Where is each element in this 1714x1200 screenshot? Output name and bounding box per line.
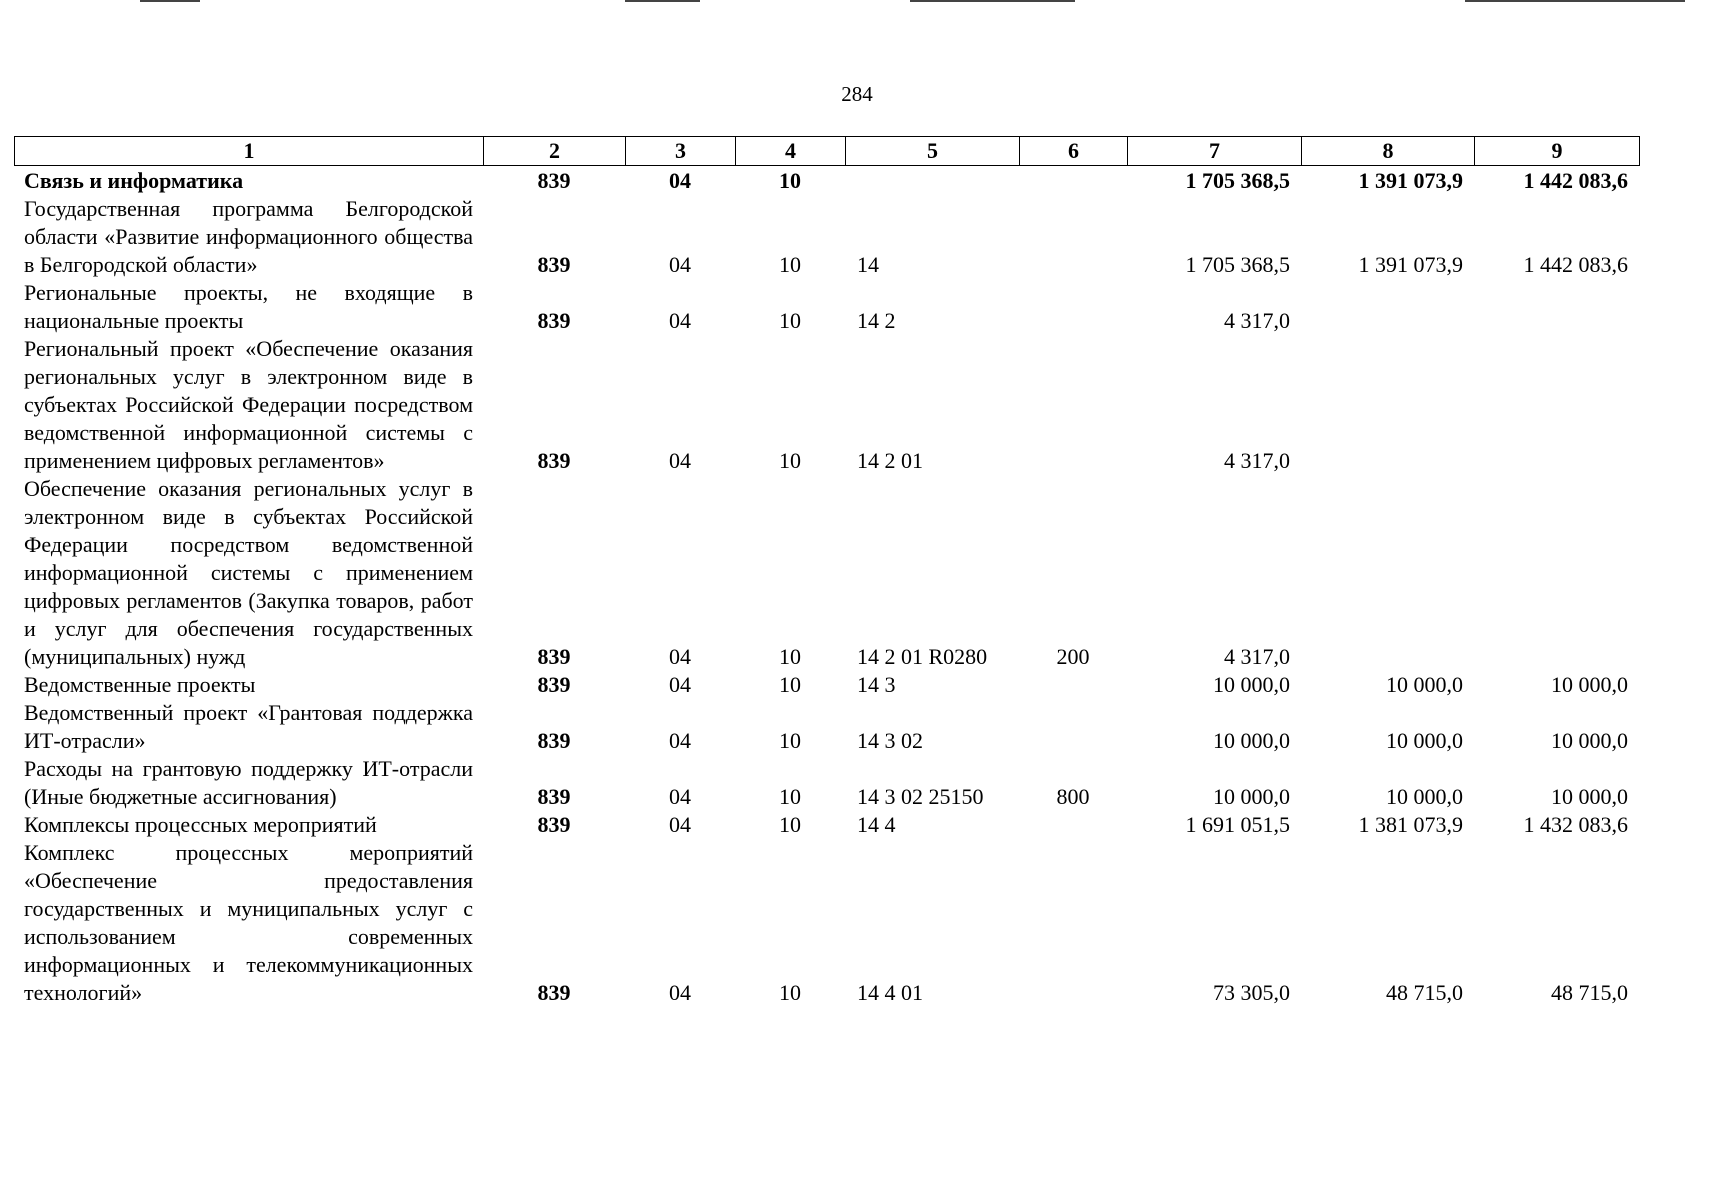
row-name: Ведомственный проект «Грантовая поддержка ИТ-отрасли» bbox=[24, 700, 473, 753]
scan-edge-mark bbox=[625, 0, 700, 2]
section-code: 04 bbox=[669, 252, 691, 277]
ministry-code: 839 bbox=[537, 252, 571, 277]
target-article-code: 14 2 bbox=[857, 308, 896, 333]
amount-col-8: 1 381 073,9 bbox=[1358, 812, 1463, 837]
ministry-code: 839 bbox=[537, 784, 571, 809]
amount-col-9 bbox=[1474, 279, 1639, 335]
section-code: 04 bbox=[669, 812, 691, 837]
subsection-code: 10 bbox=[779, 784, 801, 809]
expense-type-code bbox=[1019, 811, 1127, 839]
ministry-code: 839 bbox=[537, 672, 571, 697]
ministry-code: 839 bbox=[537, 980, 571, 1005]
row-name: Комплекс процессных мероприятий «Обеспечение предоставления государственных и муниципальных услуг с использованием современных информационных и телекоммуникационных технологий» bbox=[24, 840, 473, 1005]
budget-table bbox=[14, 167, 1639, 1007]
page-number: 284 bbox=[841, 82, 873, 106]
target-article-code: 14 4 bbox=[857, 812, 896, 837]
scan-edge-mark bbox=[140, 0, 200, 2]
table-row bbox=[14, 195, 1639, 279]
amount-col-8: 10 000,0 bbox=[1386, 784, 1463, 809]
column-header-9: 9 bbox=[1475, 137, 1640, 166]
expense-type-code: 800 bbox=[1056, 784, 1090, 809]
row-name: Расходы на грантовую поддержку ИТ-отрасли (Иные бюджетные ассигнования) bbox=[24, 756, 473, 809]
amount-col-7: 4 317,0 bbox=[1224, 644, 1290, 669]
section-code: 04 bbox=[669, 448, 691, 473]
amount-col-8: 10 000,0 bbox=[1386, 672, 1463, 697]
expense-type-code bbox=[1019, 699, 1127, 755]
subsection-code: 10 bbox=[779, 168, 801, 193]
target-article-code bbox=[845, 167, 1019, 195]
column-header-4: 4 bbox=[736, 137, 846, 166]
table-row bbox=[14, 279, 1639, 335]
amount-col-7: 1 705 368,5 bbox=[1185, 168, 1290, 193]
table-row bbox=[14, 167, 1639, 195]
amount-col-9 bbox=[1474, 335, 1639, 475]
expense-type-code bbox=[1019, 195, 1127, 279]
amount-col-7: 10 000,0 bbox=[1213, 728, 1290, 753]
expense-type-code: 200 bbox=[1056, 644, 1090, 669]
ministry-code: 839 bbox=[537, 728, 571, 753]
table-row bbox=[14, 475, 1639, 671]
table-row bbox=[14, 755, 1639, 811]
table-row bbox=[14, 671, 1639, 699]
amount-col-9: 1 432 083,6 bbox=[1523, 812, 1628, 837]
subsection-code: 10 bbox=[779, 980, 801, 1005]
subsection-code: 10 bbox=[779, 308, 801, 333]
amount-col-9: 10 000,0 bbox=[1551, 784, 1628, 809]
column-header-8: 8 bbox=[1302, 137, 1475, 166]
amount-col-7: 4 317,0 bbox=[1224, 448, 1290, 473]
column-header-table bbox=[14, 136, 1640, 166]
expense-type-code bbox=[1019, 335, 1127, 475]
section-code: 04 bbox=[669, 728, 691, 753]
table-row bbox=[14, 811, 1639, 839]
ministry-code: 839 bbox=[537, 644, 571, 669]
expense-type-code bbox=[1019, 671, 1127, 699]
amount-col-9: 1 442 083,6 bbox=[1523, 168, 1628, 193]
ministry-code: 839 bbox=[537, 168, 571, 193]
subsection-code: 10 bbox=[779, 644, 801, 669]
row-name: Комплексы процессных мероприятий bbox=[24, 812, 377, 837]
amount-col-9: 10 000,0 bbox=[1551, 672, 1628, 697]
expense-type-code bbox=[1019, 839, 1127, 1007]
amount-col-9 bbox=[1474, 475, 1639, 671]
amount-col-7: 4 317,0 bbox=[1224, 308, 1290, 333]
scan-edge-mark bbox=[1465, 0, 1685, 2]
target-article-code: 14 3 02 25150 bbox=[857, 784, 984, 809]
expense-type-code bbox=[1019, 279, 1127, 335]
amount-col-9: 10 000,0 bbox=[1551, 728, 1628, 753]
amount-col-9: 1 442 083,6 bbox=[1523, 252, 1628, 277]
subsection-code: 10 bbox=[779, 728, 801, 753]
amount-col-8: 1 391 073,9 bbox=[1358, 252, 1463, 277]
column-header-3: 3 bbox=[626, 137, 736, 166]
table-row bbox=[14, 335, 1639, 475]
column-header-7: 7 bbox=[1128, 137, 1302, 166]
amount-col-8 bbox=[1301, 279, 1474, 335]
ministry-code: 839 bbox=[537, 812, 571, 837]
section-code: 04 bbox=[669, 672, 691, 697]
target-article-code: 14 3 bbox=[857, 672, 896, 697]
column-header-row bbox=[15, 137, 1640, 166]
row-name: Региональный проект «Обеспечение оказания региональных услуг в электронном виде в субъектах Российской Федерации посредством ведомственной информационной системы с применением цифровых регламентов» bbox=[24, 336, 473, 473]
amount-col-7: 10 000,0 bbox=[1213, 672, 1290, 697]
amount-col-7: 10 000,0 bbox=[1213, 784, 1290, 809]
amount-col-9: 48 715,0 bbox=[1551, 980, 1628, 1005]
row-name: Региональные проекты, не входящие в национальные проекты bbox=[24, 280, 473, 333]
column-header-2: 2 bbox=[484, 137, 626, 166]
subsection-code: 10 bbox=[779, 812, 801, 837]
ministry-code: 839 bbox=[537, 308, 571, 333]
amount-col-7: 1 705 368,5 bbox=[1185, 252, 1290, 277]
section-code: 04 bbox=[669, 980, 691, 1005]
column-header-5: 5 bbox=[846, 137, 1020, 166]
expense-type-code bbox=[1019, 167, 1127, 195]
target-article-code: 14 3 02 bbox=[857, 728, 923, 753]
amount-col-8: 48 715,0 bbox=[1386, 980, 1463, 1005]
subsection-code: 10 bbox=[779, 252, 801, 277]
table-row bbox=[14, 839, 1639, 1007]
scan-edge-mark bbox=[910, 0, 1075, 2]
amount-col-7: 73 305,0 bbox=[1213, 980, 1290, 1005]
row-name: Связь и информатика bbox=[24, 168, 244, 193]
target-article-code: 14 2 01 bbox=[857, 448, 923, 473]
amount-col-8 bbox=[1301, 475, 1474, 671]
row-name: Государственная программа Белгородской области «Развитие информационного общества в Белгородской области» bbox=[24, 196, 473, 277]
section-code: 04 bbox=[669, 168, 691, 193]
section-code: 04 bbox=[669, 308, 691, 333]
section-code: 04 bbox=[669, 644, 691, 669]
column-header-1: 1 bbox=[15, 137, 484, 166]
target-article-code: 14 4 01 bbox=[857, 980, 923, 1005]
amount-col-7: 1 691 051,5 bbox=[1185, 812, 1290, 837]
row-name: Ведомственные проекты bbox=[24, 672, 256, 697]
table-row bbox=[14, 699, 1639, 755]
amount-col-8: 10 000,0 bbox=[1386, 728, 1463, 753]
target-article-code: 14 2 01 R0280 bbox=[857, 644, 988, 669]
subsection-code: 10 bbox=[779, 448, 801, 473]
column-header-6: 6 bbox=[1020, 137, 1128, 166]
subsection-code: 10 bbox=[779, 672, 801, 697]
amount-col-8: 1 391 073,9 bbox=[1358, 168, 1463, 193]
amount-col-8 bbox=[1301, 335, 1474, 475]
row-name: Обеспечение оказания региональных услуг в электронном виде в субъектах Российской Федерации посредством ведомственной информационной системы с применением цифровых регламентов (Закупка товаров, работ и услуг для обеспечения государственных (муниципальных) нужд bbox=[24, 476, 473, 669]
section-code: 04 bbox=[669, 784, 691, 809]
ministry-code: 839 bbox=[537, 448, 571, 473]
target-article-code: 14 bbox=[857, 252, 879, 277]
